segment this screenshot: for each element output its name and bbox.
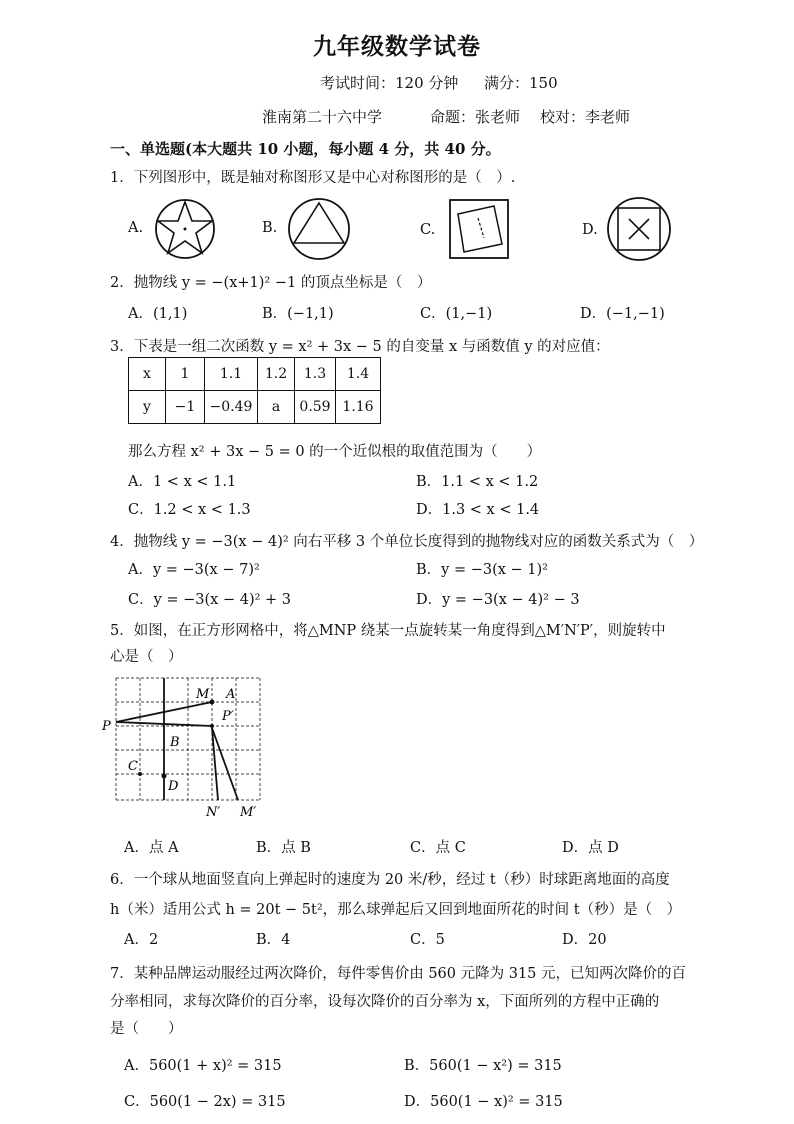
q7-option-a: A．560(1 + x)² = 315 <box>124 1058 282 1074</box>
q2-option-a: A．(1,1) <box>128 306 188 322</box>
rotated-squares-figure <box>444 196 514 262</box>
triangle-in-circle-figure <box>286 196 352 262</box>
star-in-circle-figure <box>152 198 218 260</box>
q6-option-a: A．2 <box>124 932 159 948</box>
q6-option-d: D．20 <box>562 932 607 948</box>
square-in-circle-figure <box>604 194 674 264</box>
q6-option-b: B．4 <box>256 932 291 948</box>
table-cell: 1.2 <box>258 358 295 391</box>
q5-option-a: A．点 A <box>124 840 179 856</box>
table-cell: a <box>258 391 295 424</box>
value-table <box>128 357 381 424</box>
question-4-stem: 4．抛物线 y = −3(x − 4)² 向右平移 3 个单位长度得到的抛物线对应的函数关系式为（ ） <box>110 534 704 550</box>
page-title: 九年级数学试卷 <box>313 33 481 60</box>
school-name: 淮南第二十六中学 <box>262 108 383 126</box>
label-b: B <box>170 735 180 750</box>
table-cell: x <box>129 358 166 391</box>
question-6-line2: h（米）适用公式 h = 20t − 5t²，那么球弹起后又回到地面所花的时间 t（秒）是（ ） <box>110 902 682 918</box>
question-6-line1: 6．一个球从地面竖直向上弹起时的速度为 20 米/秒，经过 t（秒）时球距离地面的高度 <box>110 872 670 888</box>
q3-option-b: B．1.1 < x < 1.2 <box>416 474 539 490</box>
q2-option-d: D．(−1,−1) <box>580 306 665 322</box>
question-1-stem: 1．下列图形中，既是轴对称图形又是中心对称图形的是（ ）. <box>110 170 516 186</box>
label-n-prime: N′ <box>206 805 221 820</box>
question-5-stem: 5．如图，在正方形网格中，将△MNP 绕某一点旋转某一角度得到△M′N′P′，则旋转中 <box>110 623 666 639</box>
table-row-y <box>129 391 381 424</box>
question-2-stem: 2．抛物线 y = −(x+1)² −1 的顶点坐标是（ ） <box>110 275 432 291</box>
q3-option-d: D．1.3 < x < 1.4 <box>416 502 540 518</box>
q4-option-c: C．y = −3(x − 4)² + 3 <box>128 592 292 608</box>
table-cell: −0.49 <box>205 391 258 424</box>
label-d: D <box>168 779 179 794</box>
q7-option-d: D．560(1 − x)² = 315 <box>404 1094 563 1110</box>
q2-option-c: C．(1,−1) <box>420 306 493 322</box>
q7-option-c: C．560(1 − 2x) = 315 <box>124 1094 286 1110</box>
q6-option-c: C．5 <box>410 932 445 948</box>
question-3-stem: 3．下表是一组二次函数 y = x² + 3x − 5 的自变量 x 与函数值 y 的对应值： <box>110 339 610 355</box>
question-7-line3: 是（ ） <box>110 1021 183 1037</box>
label-c: C <box>128 759 138 774</box>
label-a: A <box>226 687 236 702</box>
table-cell: y <box>129 391 166 424</box>
question-5-stem-cont: 心是（ ） <box>110 649 183 665</box>
section-heading: 一、单选题(本大题共 10 小题，每小题 4 分，共 40 分。 <box>110 140 501 158</box>
rotation-grid-figure <box>100 668 280 824</box>
table-cell: 1.4 <box>336 358 381 391</box>
q4-option-b: B．y = −3(x − 1)² <box>416 562 548 578</box>
q2-option-b: B．(−1,1) <box>262 306 334 322</box>
label-p-prime: P′ <box>222 709 234 724</box>
table-cell: 1.1 <box>205 358 258 391</box>
label-m-prime: M′ <box>240 805 257 820</box>
q1-label-c: C. <box>420 222 436 238</box>
q5-option-d: D．点 D <box>562 840 619 856</box>
q1-label-a: A. <box>128 220 144 236</box>
question-7-line1: 7．某种品牌运动服经过两次降价，每件零售价由 560 元降为 315 元，已知两次降价的百 <box>110 966 687 982</box>
q3-option-a: A．1 < x < 1.1 <box>128 474 237 490</box>
time-limit: 考试时间：120 分钟 <box>320 74 459 92</box>
proofreader: 校对：李老师 <box>540 108 631 126</box>
q5-option-b: B．点 B <box>256 840 311 856</box>
full-score: 满分：150 <box>484 74 558 92</box>
q1-label-d: D. <box>582 222 598 238</box>
q1-label-b: B. <box>262 220 278 236</box>
q5-option-c: C．点 C <box>410 840 466 856</box>
table-cell: −1 <box>166 391 205 424</box>
q3-option-c: C．1.2 < x < 1.3 <box>128 502 251 518</box>
table-row-x <box>129 358 381 391</box>
table-cell: 1 <box>166 358 205 391</box>
table-cell: 0.59 <box>295 391 336 424</box>
question-7-line2: 分率相同，求每次降价的百分率，设每次降价的百分率为 x，下面所列的方程中正确的 <box>110 994 660 1010</box>
label-p: P <box>102 719 111 734</box>
label-m: M <box>196 687 210 702</box>
q4-option-a: A．y = −3(x − 7)² <box>128 562 260 578</box>
question-3-follow: 那么方程 x² + 3x − 5 = 0 的一个近似根的取值范围为（ ） <box>128 444 542 460</box>
author: 命题：张老师 <box>430 108 521 126</box>
table-cell: 1.3 <box>295 358 336 391</box>
q4-option-d: D．y = −3(x − 4)² − 3 <box>416 592 580 608</box>
q7-option-b: B．560(1 − x²) = 315 <box>404 1058 562 1074</box>
table-cell: 1.16 <box>336 391 381 424</box>
